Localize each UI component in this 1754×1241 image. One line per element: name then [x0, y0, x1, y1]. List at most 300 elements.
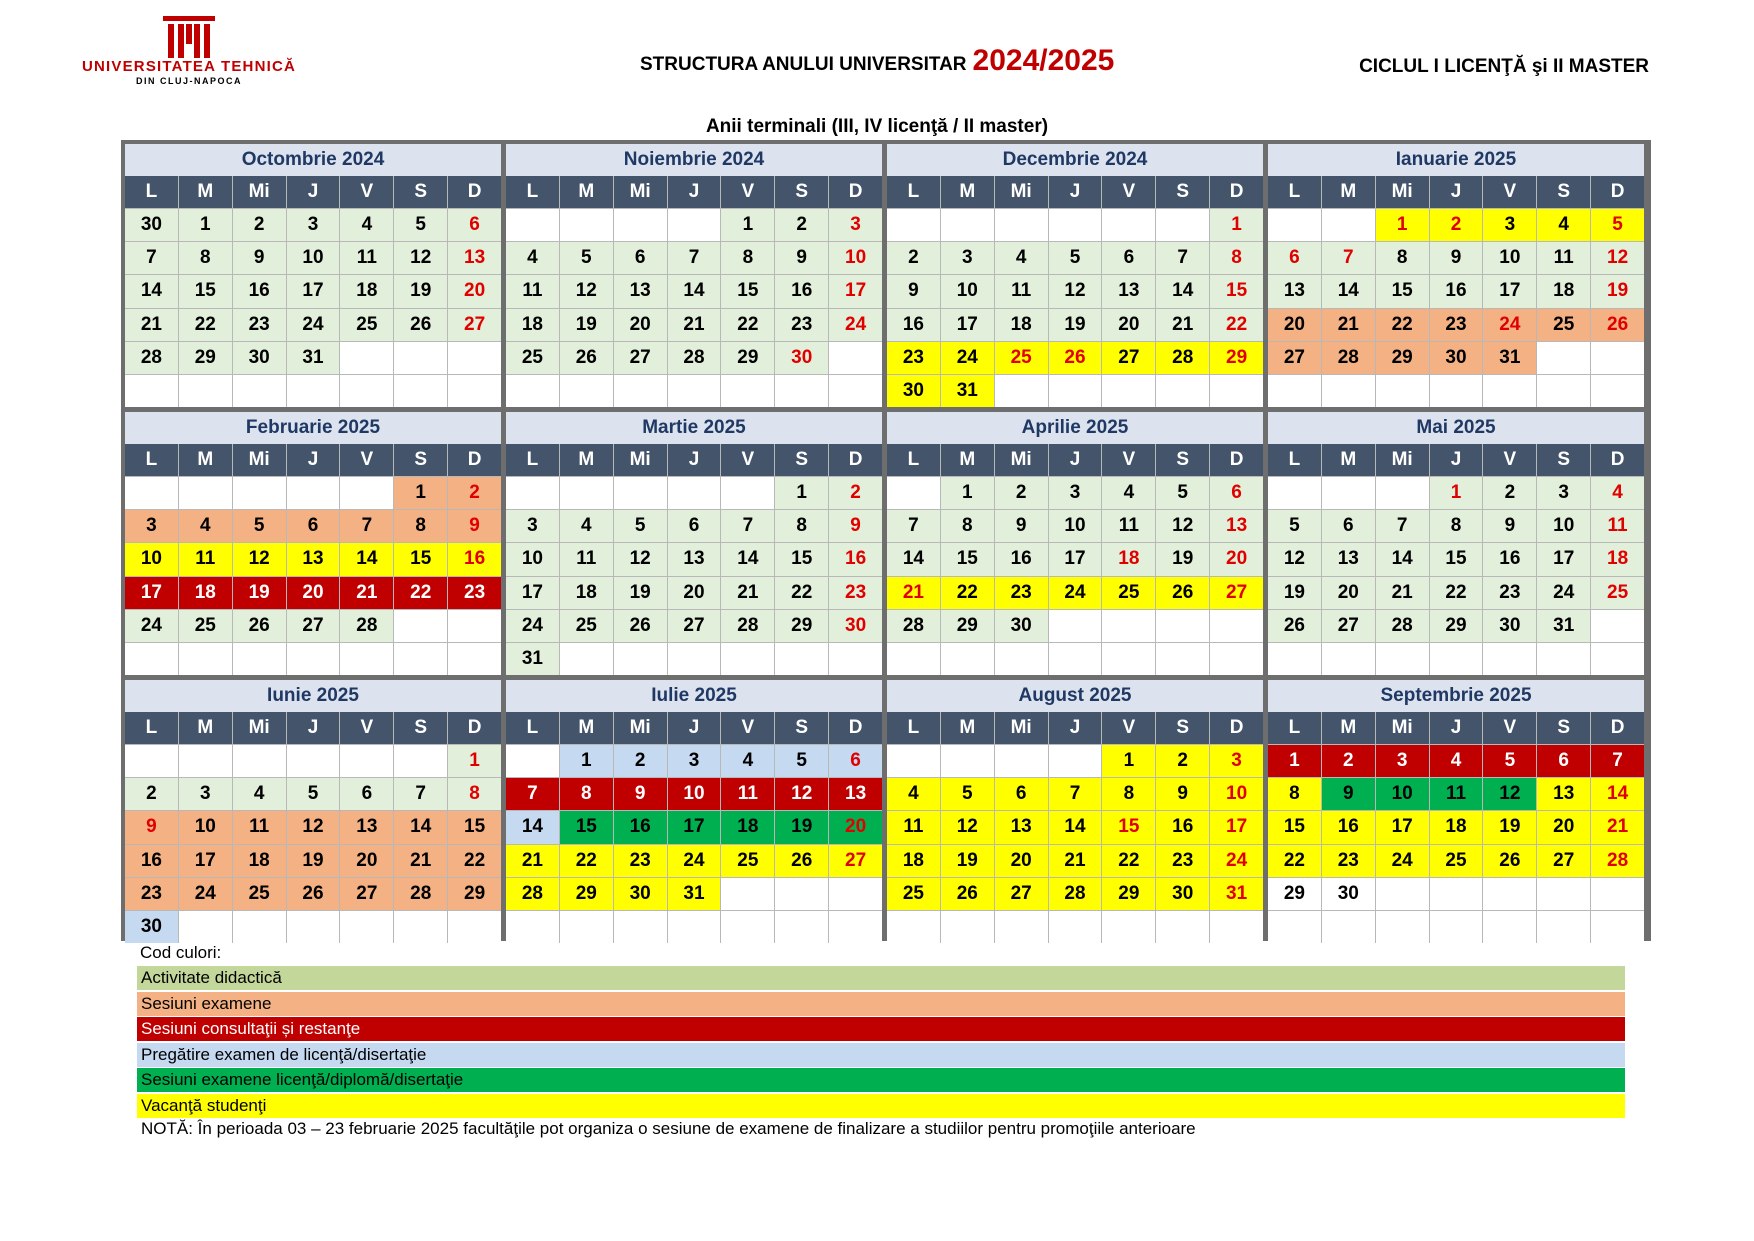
day-cell: 3 — [829, 209, 882, 241]
day-cell: 17 — [1049, 543, 1102, 575]
day-cell: 1 — [1102, 745, 1155, 777]
day-cell: 17 — [941, 309, 994, 341]
day-cell: 1 — [1430, 477, 1483, 509]
day-cell: 20 — [1210, 543, 1263, 575]
day-cell: 8 — [721, 242, 774, 274]
day-cell: 31 — [506, 643, 559, 675]
empty-day-cell — [1591, 911, 1644, 943]
day-cell: 1 — [394, 477, 447, 509]
empty-day-cell — [614, 375, 667, 407]
empty-day-cell — [1102, 911, 1155, 943]
month-days-grid — [887, 176, 1263, 407]
day-cell: 29 — [1430, 610, 1483, 642]
day-cell: 7 — [340, 510, 393, 542]
day-cell: 18 — [1537, 275, 1590, 307]
day-cell: 29 — [941, 610, 994, 642]
footnote: NOTĂ: În perioada 03 – 23 februarie 2025 facultăţile pot organiza o sesiune de examene de finalizare a studiilor pentru promoţiile anterioare — [141, 1119, 1196, 1138]
day-cell: 21 — [1049, 845, 1102, 877]
empty-day-cell — [394, 745, 447, 777]
day-cell: 31 — [1483, 342, 1536, 374]
day-cell: 26 — [1591, 309, 1644, 341]
month-calendar — [506, 144, 882, 407]
day-cell: 3 — [668, 745, 721, 777]
day-cell: 13 — [287, 543, 340, 575]
month-title: Iulie 2025 — [506, 680, 882, 712]
day-cell: 17 — [1537, 543, 1590, 575]
legend-item: Sesiuni examene — [137, 992, 1625, 1016]
day-cell: 5 — [287, 778, 340, 810]
day-cell: 25 — [506, 342, 559, 374]
day-cell: 10 — [1376, 778, 1429, 810]
day-cell: 20 — [340, 845, 393, 877]
day-cell: 8 — [1210, 242, 1263, 274]
empty-day-cell — [829, 643, 882, 675]
weekday-header: M — [941, 176, 994, 208]
day-cell: 23 — [829, 577, 882, 609]
day-cell: 8 — [448, 778, 501, 810]
weekday-header: L — [887, 176, 940, 208]
day-cell: 12 — [1591, 242, 1644, 274]
day-cell: 16 — [887, 309, 940, 341]
day-cell: 30 — [125, 911, 178, 943]
day-cell: 14 — [1376, 543, 1429, 575]
empty-day-cell — [340, 477, 393, 509]
day-cell: 15 — [1102, 811, 1155, 843]
day-cell: 22 — [1430, 577, 1483, 609]
day-cell: 4 — [1102, 477, 1155, 509]
empty-day-cell — [1322, 209, 1375, 241]
day-cell: 21 — [1322, 309, 1375, 341]
month-days-grid — [1268, 444, 1644, 675]
empty-day-cell — [1591, 375, 1644, 407]
day-cell: 4 — [721, 745, 774, 777]
weekday-header: J — [1430, 444, 1483, 476]
day-cell: 19 — [1156, 543, 1209, 575]
weekday-header: M — [941, 712, 994, 744]
weekday-header: J — [668, 176, 721, 208]
empty-day-cell — [1049, 375, 1102, 407]
empty-day-cell — [1376, 911, 1429, 943]
day-cell: 20 — [1102, 309, 1155, 341]
empty-day-cell — [1591, 643, 1644, 675]
day-cell: 17 — [829, 275, 882, 307]
day-cell: 18 — [721, 811, 774, 843]
day-cell: 7 — [1322, 242, 1375, 274]
empty-day-cell — [668, 911, 721, 943]
day-cell: 14 — [668, 275, 721, 307]
day-cell: 10 — [829, 242, 882, 274]
day-cell: 25 — [721, 845, 774, 877]
day-cell: 6 — [1537, 745, 1590, 777]
empty-day-cell — [287, 375, 340, 407]
weekday-header: J — [287, 444, 340, 476]
day-cell: 27 — [1537, 845, 1590, 877]
day-cell: 7 — [1591, 745, 1644, 777]
day-cell: 22 — [179, 309, 232, 341]
day-cell: 20 — [829, 811, 882, 843]
month-days-grid — [506, 712, 882, 943]
day-cell: 9 — [829, 510, 882, 542]
weekday-header: V — [1102, 176, 1155, 208]
weekday-header: J — [1049, 712, 1102, 744]
weekday-header: S — [1537, 176, 1590, 208]
day-cell: 27 — [287, 610, 340, 642]
day-cell: 13 — [1322, 543, 1375, 575]
day-cell: 18 — [340, 275, 393, 307]
day-cell: 1 — [560, 745, 613, 777]
empty-day-cell — [125, 375, 178, 407]
day-cell: 9 — [614, 778, 667, 810]
empty-day-cell — [448, 375, 501, 407]
day-cell: 4 — [179, 510, 232, 542]
weekday-header: L — [506, 444, 559, 476]
day-cell: 5 — [394, 209, 447, 241]
day-cell: 30 — [995, 610, 1048, 642]
day-cell: 19 — [1591, 275, 1644, 307]
logo-university-name: UNIVERSITATEA TEHNICĂ — [81, 58, 297, 75]
day-cell: 10 — [1210, 778, 1263, 810]
day-cell: 4 — [506, 242, 559, 274]
day-cell: 14 — [1591, 778, 1644, 810]
day-cell: 24 — [1537, 577, 1590, 609]
day-cell: 22 — [1210, 309, 1263, 341]
day-cell: 15 — [721, 275, 774, 307]
empty-day-cell — [506, 477, 559, 509]
day-cell: 12 — [941, 811, 994, 843]
day-cell: 13 — [1102, 275, 1155, 307]
empty-day-cell — [1376, 477, 1429, 509]
weekday-header: D — [448, 444, 501, 476]
day-cell: 15 — [448, 811, 501, 843]
empty-day-cell — [1210, 375, 1263, 407]
day-cell: 16 — [829, 543, 882, 575]
day-cell: 27 — [829, 845, 882, 877]
empty-day-cell — [721, 911, 774, 943]
weekday-header: S — [775, 444, 828, 476]
day-cell: 2 — [233, 209, 286, 241]
weekday-header: M — [1322, 712, 1375, 744]
day-cell: 2 — [614, 745, 667, 777]
weekday-header: J — [1049, 176, 1102, 208]
day-cell: 6 — [1210, 477, 1263, 509]
day-cell: 28 — [394, 878, 447, 910]
day-cell: 24 — [1376, 845, 1429, 877]
empty-day-cell — [179, 477, 232, 509]
day-cell: 17 — [1483, 275, 1536, 307]
day-cell: 23 — [448, 577, 501, 609]
day-cell: 25 — [179, 610, 232, 642]
day-cell: 21 — [1376, 577, 1429, 609]
day-cell: 31 — [941, 375, 994, 407]
day-cell: 7 — [125, 242, 178, 274]
day-cell: 8 — [1102, 778, 1155, 810]
empty-day-cell — [1483, 643, 1536, 675]
day-cell: 7 — [1156, 242, 1209, 274]
weekday-header: Mi — [233, 176, 286, 208]
day-cell: 8 — [941, 510, 994, 542]
empty-day-cell — [1049, 610, 1102, 642]
day-cell: 20 — [1537, 811, 1590, 843]
day-cell: 18 — [179, 577, 232, 609]
day-cell: 23 — [775, 309, 828, 341]
day-cell: 6 — [614, 242, 667, 274]
empty-day-cell — [233, 745, 286, 777]
day-cell: 3 — [1049, 477, 1102, 509]
weekday-header: S — [394, 176, 447, 208]
day-cell: 5 — [1591, 209, 1644, 241]
day-cell: 30 — [614, 878, 667, 910]
month-calendar — [125, 412, 501, 675]
day-cell: 2 — [995, 477, 1048, 509]
day-cell: 30 — [775, 342, 828, 374]
day-cell: 5 — [941, 778, 994, 810]
empty-day-cell — [125, 643, 178, 675]
day-cell: 18 — [506, 309, 559, 341]
day-cell: 5 — [614, 510, 667, 542]
day-cell: 1 — [941, 477, 994, 509]
day-cell: 15 — [560, 811, 613, 843]
empty-day-cell — [1537, 342, 1590, 374]
day-cell: 26 — [560, 342, 613, 374]
day-cell: 24 — [1483, 309, 1536, 341]
weekday-header: S — [1156, 176, 1209, 208]
month-days-grid — [125, 444, 501, 675]
empty-day-cell — [287, 477, 340, 509]
day-cell: 14 — [887, 543, 940, 575]
day-cell: 19 — [775, 811, 828, 843]
day-cell: 30 — [1156, 878, 1209, 910]
day-cell: 4 — [1591, 477, 1644, 509]
empty-day-cell — [1268, 643, 1321, 675]
day-cell: 19 — [233, 577, 286, 609]
empty-day-cell — [125, 745, 178, 777]
day-cell: 14 — [125, 275, 178, 307]
empty-day-cell — [1049, 745, 1102, 777]
day-cell: 2 — [125, 778, 178, 810]
day-cell: 7 — [1376, 510, 1429, 542]
day-cell: 9 — [995, 510, 1048, 542]
empty-day-cell — [287, 911, 340, 943]
weekday-header: V — [340, 444, 393, 476]
day-cell: 17 — [1210, 811, 1263, 843]
cycle-label: CICLUL I LICENŢĂ şi II MASTER — [1359, 56, 1649, 77]
empty-day-cell — [1537, 375, 1590, 407]
day-cell: 14 — [394, 811, 447, 843]
weekday-header: M — [941, 444, 994, 476]
month-days-grid — [887, 444, 1263, 675]
legend-item: Sesiuni examene licenţă/diplomă/disertaţie — [137, 1068, 1625, 1092]
day-cell: 17 — [506, 577, 559, 609]
day-cell: 3 — [1210, 745, 1263, 777]
legend-item: Activitate didactică — [137, 966, 1625, 990]
day-cell: 26 — [233, 610, 286, 642]
empty-day-cell — [1537, 878, 1590, 910]
day-cell: 22 — [394, 577, 447, 609]
day-cell: 28 — [506, 878, 559, 910]
day-cell: 5 — [560, 242, 613, 274]
weekday-header: V — [721, 444, 774, 476]
day-cell: 12 — [287, 811, 340, 843]
day-cell: 1 — [721, 209, 774, 241]
empty-day-cell — [1268, 375, 1321, 407]
day-cell: 3 — [179, 778, 232, 810]
weekday-header: V — [1102, 444, 1155, 476]
day-cell: 24 — [125, 610, 178, 642]
weekday-header: Mi — [614, 176, 667, 208]
weekday-header: Mi — [233, 444, 286, 476]
university-logo — [79, 16, 299, 88]
day-cell: 3 — [125, 510, 178, 542]
day-cell: 4 — [887, 778, 940, 810]
day-cell: 19 — [287, 845, 340, 877]
empty-day-cell — [1591, 878, 1644, 910]
day-cell: 6 — [995, 778, 1048, 810]
empty-day-cell — [233, 643, 286, 675]
day-cell: 10 — [668, 778, 721, 810]
weekday-header: S — [1156, 444, 1209, 476]
day-cell: 23 — [125, 878, 178, 910]
day-cell: 28 — [1376, 610, 1429, 642]
weekday-header: Mi — [1376, 712, 1429, 744]
weekday-header: V — [1483, 176, 1536, 208]
empty-day-cell — [340, 911, 393, 943]
weekday-header: Mi — [1376, 444, 1429, 476]
month-calendar — [887, 144, 1263, 407]
day-cell: 26 — [614, 610, 667, 642]
weekday-header: S — [1156, 712, 1209, 744]
month-days-grid — [506, 444, 882, 675]
empty-day-cell — [1268, 209, 1321, 241]
day-cell: 2 — [775, 209, 828, 241]
day-cell: 25 — [995, 342, 1048, 374]
day-cell: 11 — [995, 275, 1048, 307]
empty-day-cell — [614, 209, 667, 241]
day-cell: 23 — [1483, 577, 1536, 609]
day-cell: 9 — [1430, 242, 1483, 274]
day-cell: 30 — [1430, 342, 1483, 374]
empty-day-cell — [775, 878, 828, 910]
empty-day-cell — [995, 745, 1048, 777]
empty-day-cell — [1537, 643, 1590, 675]
weekday-header: L — [506, 712, 559, 744]
day-cell: 6 — [1268, 242, 1321, 274]
legend-item: Sesiuni consultaţii și restanţe — [137, 1017, 1625, 1041]
day-cell: 24 — [941, 342, 994, 374]
day-cell: 19 — [941, 845, 994, 877]
month-calendar — [506, 680, 882, 943]
weekday-header: V — [1102, 712, 1155, 744]
weekday-header: V — [1483, 712, 1536, 744]
weekday-header: J — [668, 444, 721, 476]
day-cell: 12 — [775, 778, 828, 810]
weekday-header: V — [1483, 444, 1536, 476]
day-cell: 1 — [179, 209, 232, 241]
day-cell: 21 — [887, 577, 940, 609]
day-cell: 16 — [1430, 275, 1483, 307]
empty-day-cell — [340, 745, 393, 777]
empty-day-cell — [1376, 375, 1429, 407]
month-days-grid — [887, 712, 1263, 943]
day-cell: 2 — [1483, 477, 1536, 509]
empty-day-cell — [668, 375, 721, 407]
day-cell: 27 — [614, 342, 667, 374]
weekday-header: Mi — [995, 176, 1048, 208]
month-days-grid — [125, 176, 501, 407]
day-cell: 28 — [125, 342, 178, 374]
weekday-header: M — [560, 712, 613, 744]
day-cell: 10 — [1483, 242, 1536, 274]
day-cell: 25 — [1537, 309, 1590, 341]
day-cell: 22 — [1376, 309, 1429, 341]
day-cell: 16 — [125, 845, 178, 877]
empty-day-cell — [179, 375, 232, 407]
day-cell: 31 — [1210, 878, 1263, 910]
day-cell: 2 — [1322, 745, 1375, 777]
day-cell: 25 — [340, 309, 393, 341]
day-cell: 21 — [125, 309, 178, 341]
empty-day-cell — [1430, 643, 1483, 675]
empty-day-cell — [233, 477, 286, 509]
day-cell: 21 — [394, 845, 447, 877]
month-days-grid — [506, 176, 882, 407]
weekday-header: L — [125, 712, 178, 744]
day-cell: 15 — [941, 543, 994, 575]
empty-day-cell — [1210, 643, 1263, 675]
day-cell: 13 — [448, 242, 501, 274]
empty-day-cell — [1430, 911, 1483, 943]
day-cell: 17 — [287, 275, 340, 307]
day-cell: 28 — [1049, 878, 1102, 910]
month-title: Iunie 2025 — [125, 680, 501, 712]
day-cell: 4 — [340, 209, 393, 241]
empty-day-cell — [1049, 209, 1102, 241]
day-cell: 10 — [941, 275, 994, 307]
day-cell: 26 — [1483, 845, 1536, 877]
day-cell: 5 — [233, 510, 286, 542]
legend-item: Pregătire examen de licenţă/disertaţie — [137, 1043, 1625, 1067]
weekday-header: S — [1537, 444, 1590, 476]
day-cell: 25 — [1102, 577, 1155, 609]
empty-day-cell — [1322, 477, 1375, 509]
day-cell: 26 — [1156, 577, 1209, 609]
day-cell: 23 — [614, 845, 667, 877]
day-cell: 17 — [1376, 811, 1429, 843]
day-cell: 15 — [179, 275, 232, 307]
day-cell: 6 — [448, 209, 501, 241]
day-cell: 18 — [233, 845, 286, 877]
weekday-header: Mi — [995, 712, 1048, 744]
day-cell: 28 — [1156, 342, 1209, 374]
weekday-header: D — [1210, 712, 1263, 744]
day-cell: 5 — [775, 745, 828, 777]
day-cell: 29 — [179, 342, 232, 374]
day-cell: 28 — [1591, 845, 1644, 877]
weekday-header: J — [287, 712, 340, 744]
empty-day-cell — [995, 209, 1048, 241]
day-cell: 19 — [1049, 309, 1102, 341]
weekday-header: S — [394, 712, 447, 744]
weekday-header: Mi — [614, 712, 667, 744]
empty-day-cell — [506, 375, 559, 407]
day-cell: 13 — [1268, 275, 1321, 307]
day-cell: 15 — [1210, 275, 1263, 307]
month-calendar — [125, 680, 501, 943]
day-cell: 7 — [887, 510, 940, 542]
day-cell: 20 — [448, 275, 501, 307]
empty-day-cell — [995, 911, 1048, 943]
empty-day-cell — [394, 342, 447, 374]
day-cell: 29 — [448, 878, 501, 910]
